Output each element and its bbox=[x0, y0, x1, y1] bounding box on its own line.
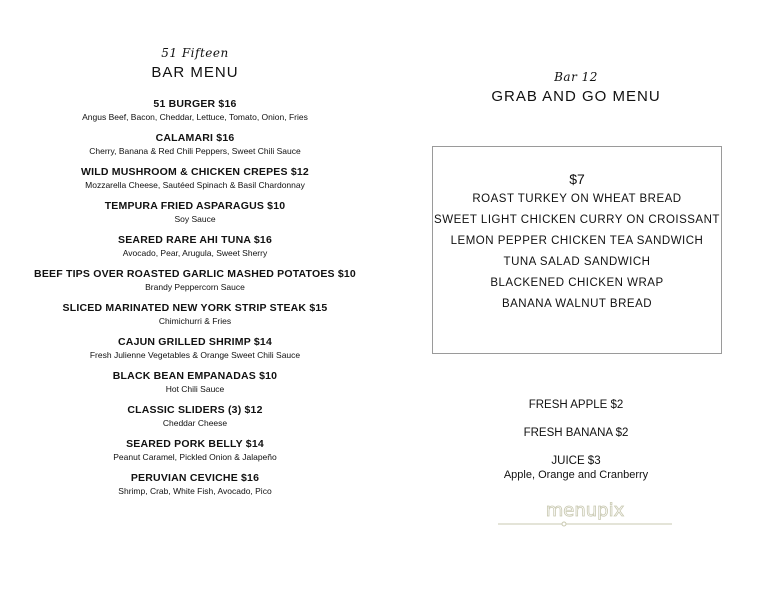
menu-item-name: CALAMARI $16 bbox=[155, 132, 235, 144]
menu-item bbox=[0, 98, 390, 122]
menu-item bbox=[0, 472, 390, 496]
bar-menu-title: BAR MENU bbox=[151, 64, 239, 81]
menu-item-name: 51 BURGER $16 bbox=[153, 98, 237, 110]
menu-item bbox=[0, 336, 390, 360]
fruit-item-name: FRESH BANANA $2 bbox=[523, 427, 629, 439]
menu-item-desc: Cherry, Banana & Red Chili Peppers, Sweet Chili Sauce bbox=[89, 146, 301, 156]
menu-item-name: SEARED PORK BELLY $14 bbox=[126, 438, 264, 450]
menu-item bbox=[0, 234, 390, 258]
grab-go-title: GRAB AND GO MENU bbox=[491, 88, 661, 105]
menu-item-desc: Hot Chili Sauce bbox=[165, 384, 225, 394]
grab-go-list bbox=[433, 193, 721, 310]
bar-menu-column bbox=[0, 46, 390, 506]
fruit-item-apple bbox=[432, 399, 720, 411]
menu-item-name: PERUVIAN CEVICHE $16 bbox=[130, 472, 260, 484]
grab-go-column bbox=[400, 70, 752, 105]
menu-item-desc: Cheddar Cheese bbox=[162, 418, 228, 428]
fruit-item-banana bbox=[432, 427, 720, 439]
menu-item-desc: Chimichurri & Fries bbox=[158, 316, 232, 326]
fruit-item-name: JUICE $3 bbox=[551, 455, 601, 467]
bar-menu-brand: 51 Fifteen bbox=[161, 46, 229, 60]
grab-go-box bbox=[432, 146, 722, 354]
fruit-item-name: FRESH APPLE $2 bbox=[528, 399, 624, 411]
fruit-item-desc: Apple, Orange and Cranberry bbox=[503, 469, 649, 481]
bar-menu-items bbox=[0, 98, 390, 496]
grab-go-item: TUNA SALAD SANDWICH bbox=[503, 256, 651, 268]
menu-item-name: SLICED MARINATED NEW YORK STRIP STEAK $15 bbox=[62, 302, 328, 314]
menu-item-desc: Angus Beef, Bacon, Cheddar, Lettuce, Tomato, Onion, Fries bbox=[82, 112, 308, 122]
menu-item-name: BEEF TIPS OVER ROASTED GARLIC MASHED POTATOES $10 bbox=[34, 268, 356, 280]
menu-item bbox=[0, 268, 390, 292]
menu-item-desc: Brandy Peppercorn Sauce bbox=[145, 282, 245, 292]
box-price: $7 bbox=[569, 171, 585, 187]
watermark-text: menupix bbox=[545, 500, 625, 521]
menu-item bbox=[0, 200, 390, 224]
grab-go-item: SWEET LIGHT CHICKEN CURRY ON CROISSANT bbox=[434, 214, 720, 226]
menupix-logo-icon bbox=[496, 496, 674, 530]
grab-go-item: BLACKENED CHICKEN WRAP bbox=[490, 277, 664, 289]
menu-item-desc: Soy Sauce bbox=[174, 214, 216, 224]
menu-item bbox=[0, 132, 390, 156]
menu-item bbox=[0, 404, 390, 428]
menu-item bbox=[0, 438, 390, 462]
grab-go-item: BANANA WALNUT BREAD bbox=[501, 298, 653, 310]
menu-item-name: TEMPURA FRIED ASPARAGUS $10 bbox=[104, 200, 286, 212]
menu-item-desc: Mozzarella Cheese, Sautéed Spinach & Basil Chardonnay bbox=[85, 180, 305, 190]
menu-item bbox=[0, 370, 390, 394]
menu-item-desc: Shrimp, Crab, White Fish, Avocado, Pico bbox=[118, 486, 272, 496]
grab-go-brand: Bar 12 bbox=[554, 70, 598, 84]
grab-go-item: LEMON PEPPER CHICKEN TEA SANDWICH bbox=[450, 235, 704, 247]
menu-item-name: WILD MUSHROOM & CHICKEN CREPES $12 bbox=[81, 166, 309, 178]
menu-item-desc: Avocado, Pear, Arugula, Sweet Sherry bbox=[122, 248, 268, 258]
menu-item-name: CLASSIC SLIDERS (3) $12 bbox=[127, 404, 263, 416]
menu-item-desc: Fresh Julienne Vegetables & Orange Sweet Chili Sauce bbox=[89, 350, 301, 360]
fruit-item-juice bbox=[432, 455, 720, 481]
grab-go-item: ROAST TURKEY ON WHEAT BREAD bbox=[472, 193, 682, 205]
menu-item-name: SEARED RARE AHI TUNA $16 bbox=[118, 234, 272, 246]
menu-item-name: CAJUN GRILLED SHRIMP $14 bbox=[118, 336, 272, 348]
menu-item bbox=[0, 166, 390, 190]
menu-item bbox=[0, 302, 390, 326]
menu-item-desc: Peanut Caramel, Pickled Onion & Jalapeño bbox=[113, 452, 277, 462]
menu-item-name: BLACK BEAN EMPANADAS $10 bbox=[112, 370, 278, 382]
